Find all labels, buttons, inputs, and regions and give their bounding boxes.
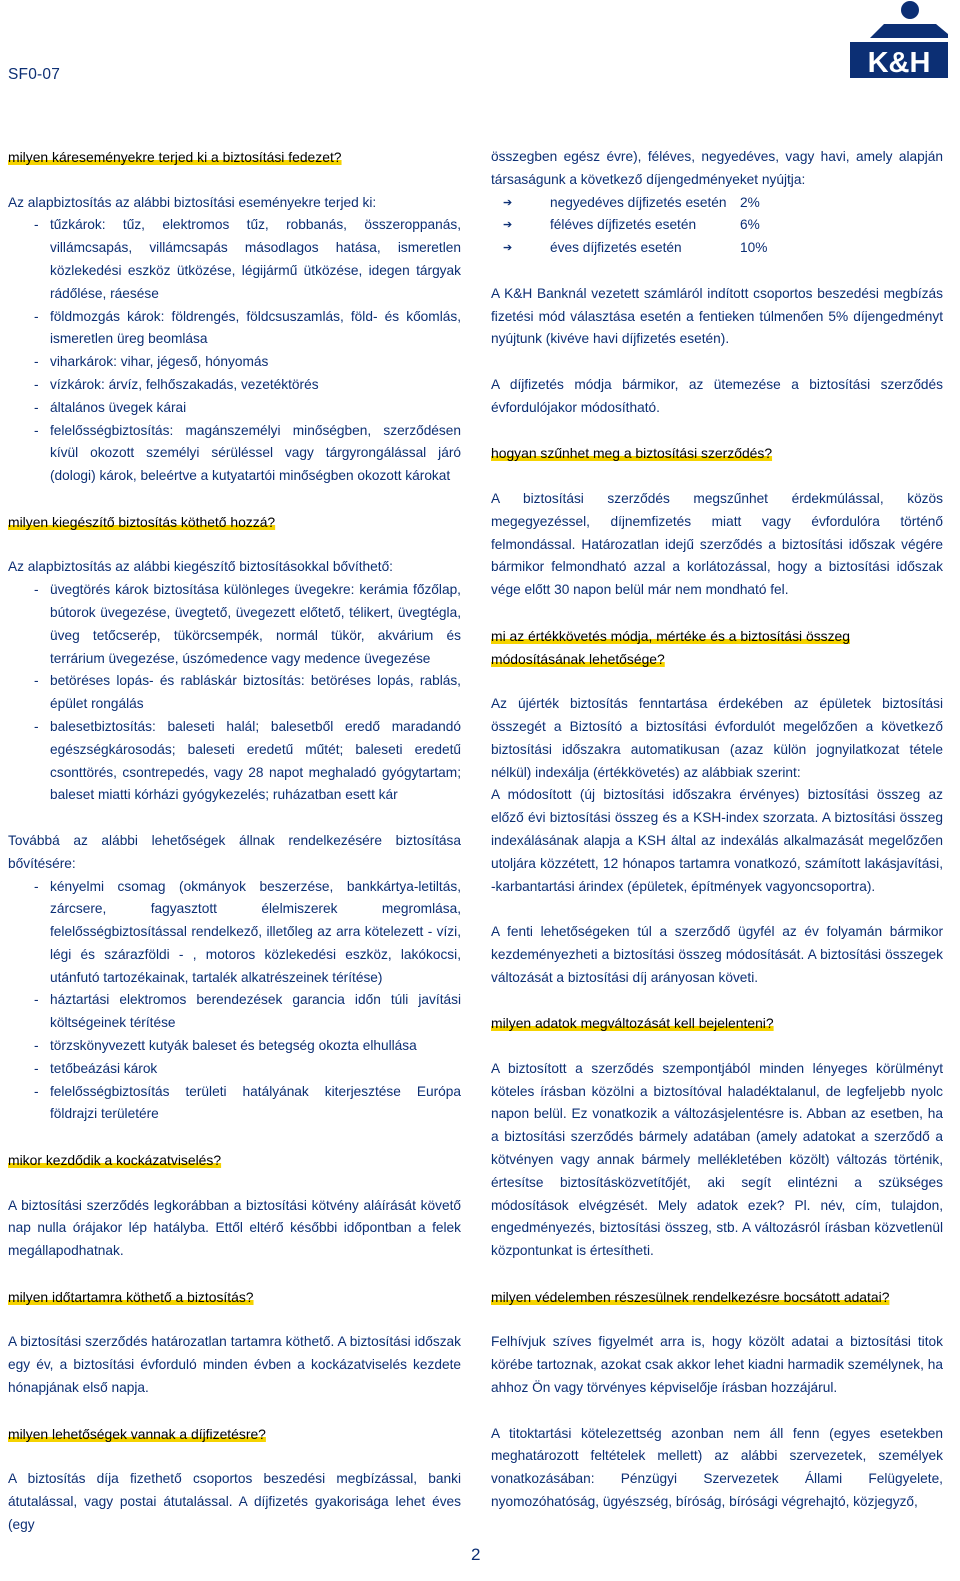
paragraph: A biztosított a szerződés szempontjából minden lényeges körülményt köteles írásban közölni a biztosítóval haladéktalanul, de legfeljebb nyolc napon belül. Ez vonatkozik a változásjelentésre is. Abban az esetben, ha a biztosítási szerződés bármely adatában (amely adatokat a szerződő a kötvényen vagy annak bármely mellékletében közölt) változás történik, értesítse biztosításközvetítőjét, aki segít elintézni a szükséges módosítások elvégzését. Mely adatok ezek? Pl. név, cím, tulajdon, engedményezés, biztosítási összeg, stb. A változásról írásban közvetlenül központunkat is értesítheti. [491, 1060, 943, 1259]
paragraph: A biztosítási szerződés legkorábban a biztosítási kötvény aláírását követő nap nulla órájakor lép hatályba. Ettől eltérő későbbi időpontban a felek megállapodhatnak. [8, 1197, 461, 1259]
list-item: - törzskönyvezett kutyák baleset és betegség okozta elhullása [8, 1035, 461, 1058]
supplementary-list [8, 579, 461, 807]
fee-value: 6% [740, 217, 760, 233]
list-item: - felelősségbiztosítás területi hatályának kiterjesztése Európa földrajzi területére [8, 1081, 461, 1127]
coverage-list [8, 214, 461, 488]
right-column [491, 146, 943, 1514]
arrow-icon: ➔ [503, 196, 513, 209]
paragraph: A K&H Banknál vezetett számláról indított csoportos beszedési megbízás fizetési mód választása esetén a fentieken túlmenően 5% díjengedményt nyújtunk (kivéve havi díjfizetés esetén). [491, 285, 943, 347]
section-heading: mikor kezdődik a kockázatviselés? [8, 1152, 222, 1169]
section-heading: hogyan szűnhet meg a biztosítási szerződés? [491, 445, 773, 462]
page-number: 2 [471, 1545, 481, 1564]
paragraph: A módosított (új biztosítási időszakra érvényes) biztosítási összeg az előző évi biztosítási összeg és a KSH-index szorzata. A biztosítási összeg indexálásának alapja a KSH által az indexálás alkalmazását megelőzően utoljára közzétett, 12 hónapos tartamra vonatkozó, számított lakásjavítási, -karbantartási árindex (épületek, építmények vagyoncsoportra). [491, 787, 943, 894]
fee-label: negyedéves díjfizetés esetén [550, 194, 727, 210]
paragraph: A díjfizetés módja bármikor, az ütemezése a biztosítási szerződés évfordulójakor módosítható. [491, 376, 943, 415]
fee-item [491, 237, 943, 260]
section-heading: milyen lehetőségek vannak a díjfizetésre? [8, 1425, 266, 1442]
paragraph: összegben egész évre), féléves, negyedéves, vagy havi, amely alapján társaságunk a következő díjengedményeket nyújtja: [491, 149, 943, 187]
paragraph: A biztosítási szerződés határozatlan tartamra köthető. A biztosítási időszak egy év, a biztosítási évforduló minden évben a kockázatviselés kezdete hónapjának első napja. [8, 1334, 461, 1396]
list-item: - viharkárok: vihar, jégeső, hónyomás [8, 351, 461, 374]
paragraph: A fenti lehetőségeken túl a szerződő ügyfél az év folyamán bármikor kezdeményezheti a biztosítási összeg módosítását. A biztosítási összegek változását a biztosítási díj arányosan követi. [491, 924, 943, 985]
arrow-icon: ➔ [503, 242, 513, 255]
list-item: - üvegtörés károk biztosítása különleges üvegekre: kerámia főzőlap, bútorok üvegezése, üvegtető, üvegezett előtető, télikert, üvegtégla, üveg tetőcserép, tükörcsempék, normál tükör, akvárium és terrárium üvegezése, úszómedence vagy medence üvegezése [8, 579, 461, 670]
list-item: - vízkárok: árvíz, felhőszakadás, vezetéktörés [8, 374, 461, 397]
paragraph: Továbbá az alábbi lehetőségek állnak rendelkezésére biztosítása bővítésére: [8, 832, 461, 871]
section-heading: mi az értékkövetés módja, mértéke és a biztosítási összeg módosításának lehetősége? [491, 627, 850, 667]
section-heading: milyen védelemben részesülnek rendelkezésre bocsátott adatai? [491, 1288, 890, 1305]
logo-text: K&H [867, 47, 931, 79]
section-heading: milyen káreseményekre terjed ki a biztosítási fedezet? [8, 149, 342, 165]
document-code: SF0-07 [8, 66, 61, 83]
list-item: - tűzkárok: tűz, elektromos tűz, robbanás, összeroppanás, villámcsapás, villámcsapás másodlagos hatása, ismeretlen közlekedési eszköz ütközése, légijármű ütközése, idegen tárgyak rádőlése, ráesése [8, 214, 461, 305]
extension-list [8, 876, 461, 1127]
fee-item [491, 192, 943, 215]
fee-item [491, 214, 943, 237]
paragraph: Felhívjuk szíves figyelmét arra is, hogy közölt adatai a biztosítási titok körébe tartoznak, azokat csak akkor lehet kiadni harmadik személynek, ha ahhoz Ön vagy törvényes képviselője írásban hozzájárul. [491, 1334, 943, 1396]
fee-label: éves díjfizetés esetén [550, 240, 682, 256]
section-heading: milyen adatok megváltozását kell bejelenteni? [491, 1015, 774, 1032]
paragraph: A biztosítás díja fizethető csoportos beszedési megbízással, banki átutalással, vagy postai átutalással. A díjfizetés gyakorisága lehet éves (egy [8, 1471, 461, 1532]
left-column [8, 146, 461, 1537]
fee-discount-list [491, 192, 943, 260]
list-item: - tetőbeázási károk [8, 1058, 461, 1081]
fee-value: 10% [740, 240, 768, 256]
section-heading: milyen időtartamra köthető a biztosítás? [8, 1288, 254, 1305]
list-item: - felelősségbiztosítás: magánszemélyi minőségben, szerződésen kívül okozott személyi sérüléssel vagy tárgyrongálással járó (dologi) károk, beleértve a kutyatartói minőségben okozott károkat [8, 420, 461, 488]
list-item: - háztartási elektromos berendezések garancia időn túli javítási költségeinek térítése [8, 989, 461, 1035]
arrow-icon: ➔ [503, 219, 513, 232]
list-item: - betöréses lopás- és rabláskár biztosítás: betöréses lopás, rablás, épület rongálás [8, 670, 461, 716]
paragraph: Az alapbiztosítás az alábbi biztosítási eseményekre terjed ki: [8, 194, 377, 210]
list-item: - kényelmi csomag (okmányok beszerzése, bankkártya-letiltás, zárcsere, fagyasztott élelmiszerek megromlása, felelősségbiztosítással rendelkező, illetőleg az arra kötelezett - vízi, légi és szárazföldi - , motoros közlekedési eszköz, lakókocsi, utánfutó tartozékainak, tartalék alkatrészeinek térítése) [8, 876, 461, 990]
paragraph: A titoktartási kötelezettség azonban nem áll fenn (egyes esetekben meghatározott feltételek mellett) az alábbi szervezetek, személyek vonatkozásában: Pénzügyi Szervezetek Állami Felügyelete, nyomozóhatóság, ügyészség, bíróság, bírósági végrehajtó, közjegyző, [491, 1425, 943, 1510]
list-item: - balesetbiztosítás: baleseti halál; balesetből eredő maradandó egészségkárosodás; baleseti eredetű műtét; baleseti eredetű csonttörés, csontrepedés, vagy 28 napot meghaladó gyógytartam; baleset miatti kórházi gyógykezelés; ruházatban esett kár [8, 716, 461, 807]
paragraph: Az alapbiztosítás az alábbi kiegészítő biztosításokkal bővíthető: [8, 559, 393, 575]
fee-label: féléves díjfizetés esetén [550, 217, 697, 233]
section-heading: milyen kiegészítő biztosítás köthető hozzá? [8, 513, 276, 530]
list-item: - általános üvegek kárai [8, 397, 461, 420]
paragraph: A biztosítási szerződés megszűnhet érdekmúlással, közös megegyezéssel, díjnemfizetés miatt vagy évfordulóra történő felmondással. Határozatlan idejű szerződés a biztosítási időszak végére bármikor felmondható azzal a korlátozással, hogy a biztosítási időszak vége előtt 30 napon belül már nem mondható fel. [491, 490, 943, 598]
kh-logo [850, 0, 948, 80]
paragraph: Az újérték biztosítás fenntartása érdekében az épületek biztosítási összegét a Biztosító a biztosítási évfordulót megelőzően a következő biztosítási időszakra automatikusan (azaz külön jognyilatkozat tétele nélkül) indexálja (értékkövetés) az alábbiak szerint: [491, 696, 943, 780]
list-item: - földmozgás károk: földrengés, földcsuszamlás, föld- és kőomlás, ismeretlen üreg beomlása [8, 306, 461, 352]
fee-value: 2% [740, 194, 760, 210]
